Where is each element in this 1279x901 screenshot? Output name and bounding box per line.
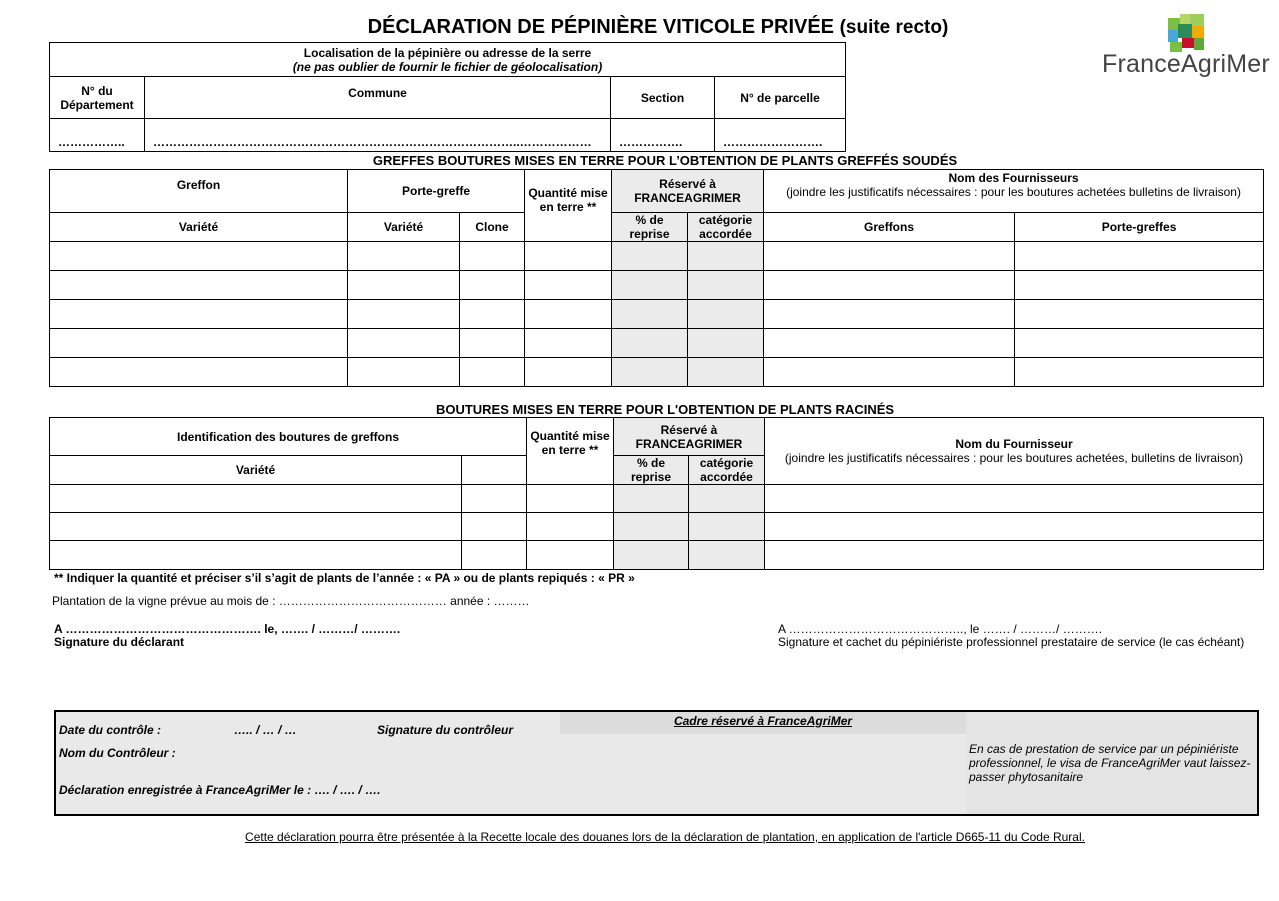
table-cell[interactable] bbox=[50, 300, 348, 329]
table-cell[interactable] bbox=[525, 242, 612, 271]
table-cell[interactable] bbox=[348, 300, 460, 329]
table-cell[interactable] bbox=[525, 358, 612, 387]
reserve-line1-boutures: Réservé à bbox=[660, 422, 718, 437]
control-box bbox=[54, 710, 1259, 816]
table-cell[interactable] bbox=[50, 242, 348, 271]
table-row bbox=[50, 329, 1264, 358]
greffes-table bbox=[49, 169, 1264, 387]
plantation-line[interactable]: Plantation de la vigne prévue au mois de : …………………………………… année : ……… bbox=[52, 594, 530, 608]
table-cell[interactable] bbox=[50, 358, 348, 387]
fournisseur-line1: Nom du Fournisseur bbox=[955, 437, 1073, 451]
table-cell[interactable] bbox=[1015, 242, 1264, 271]
table-cell[interactable] bbox=[348, 358, 460, 387]
greffes-section-title: GREFFES BOUTURES MISES EN TERRE POUR L’OBTENTION DE PLANTS GREFFÉS SOUDÉS bbox=[372, 153, 958, 168]
sub-categorie-boutures: catégorie accordée bbox=[689, 456, 765, 485]
table-cell bbox=[689, 513, 765, 541]
table-cell[interactable] bbox=[460, 271, 525, 300]
table-cell[interactable] bbox=[460, 242, 525, 271]
table-row bbox=[50, 358, 1264, 387]
col-reserve-boutures bbox=[614, 418, 765, 456]
table-cell[interactable] bbox=[525, 300, 612, 329]
title-suffix: (suite recto) bbox=[839, 17, 949, 38]
col-quantite-boutures: Quantité mise en terre ** bbox=[527, 418, 614, 485]
table-cell bbox=[612, 358, 688, 387]
table-cell[interactable] bbox=[348, 242, 460, 271]
sub-greffons: Greffons bbox=[764, 213, 1015, 242]
table-cell[interactable] bbox=[1015, 329, 1264, 358]
departement-field[interactable]: …………….. bbox=[50, 119, 145, 152]
signature-controleur-label: Signature du contrôleur bbox=[377, 723, 514, 737]
left-place-date[interactable]: A …………………………………………. le, ……. / ………/ ………. bbox=[54, 622, 401, 636]
table-cell[interactable] bbox=[1015, 358, 1264, 387]
footer-note: Cette déclaration pourra être présentée à la Recette locale des douanes lors de la déclaration de plantation, en application de l'article D665-11 du Code Rural. bbox=[245, 830, 1085, 844]
table-cell[interactable] bbox=[764, 271, 1015, 300]
fournisseurs-line1: Nom des Fournisseurs bbox=[948, 171, 1079, 185]
table-cell[interactable] bbox=[50, 329, 348, 358]
table-cell bbox=[614, 513, 689, 541]
table-row bbox=[50, 485, 1264, 513]
table-cell bbox=[689, 541, 765, 570]
table-cell[interactable] bbox=[462, 513, 527, 541]
col-fournisseur bbox=[765, 418, 1264, 485]
location-header-line1: Localisation de la pépinière ou adresse de la serre bbox=[303, 45, 592, 60]
table-cell bbox=[688, 300, 764, 329]
col-identification: Identification des boutures de greffons bbox=[50, 418, 527, 456]
table-cell[interactable] bbox=[525, 329, 612, 358]
right-place-date[interactable]: A …………………………………….., le ……. / ………/ ………. bbox=[778, 622, 1103, 636]
table-cell[interactable] bbox=[525, 271, 612, 300]
sub-empty bbox=[462, 456, 527, 485]
table-row bbox=[50, 271, 1264, 300]
table-cell[interactable] bbox=[764, 300, 1015, 329]
col-reserve bbox=[612, 170, 764, 213]
sub-clone: Clone bbox=[460, 213, 525, 242]
table-cell[interactable] bbox=[50, 541, 462, 570]
col-commune: Commune bbox=[145, 77, 611, 119]
fournisseur-line2: (joindre les justificatifs nécessaires : pour les boutures achetées, bulletins de livraison) bbox=[784, 451, 1244, 465]
col-departement: N° du Département bbox=[50, 77, 145, 119]
table-cell bbox=[688, 358, 764, 387]
table-cell bbox=[612, 300, 688, 329]
col-fournisseurs bbox=[764, 170, 1264, 213]
sub-reprise: % de reprise bbox=[612, 213, 688, 242]
table-cell[interactable] bbox=[527, 541, 614, 570]
table-cell bbox=[689, 485, 765, 513]
table-cell bbox=[614, 541, 689, 570]
table-cell[interactable] bbox=[348, 329, 460, 358]
nom-controleur-label[interactable]: Nom du Contrôleur : bbox=[59, 746, 176, 760]
table-cell bbox=[614, 485, 689, 513]
table-cell bbox=[688, 242, 764, 271]
table-row bbox=[50, 300, 1264, 329]
logo-text: FranceAgriMer bbox=[1102, 50, 1270, 78]
col-section: Section bbox=[611, 77, 715, 119]
franceagrimer-logo-icon bbox=[1168, 14, 1210, 54]
table-cell[interactable] bbox=[764, 242, 1015, 271]
table-row bbox=[50, 541, 1264, 570]
col-porte-greffe: Porte-greffe bbox=[348, 170, 525, 213]
table-cell[interactable] bbox=[527, 513, 614, 541]
sub-pg-variete: Variété bbox=[348, 213, 460, 242]
table-cell[interactable] bbox=[460, 300, 525, 329]
reserve-line1: Réservé à bbox=[659, 177, 716, 191]
boutures-table bbox=[49, 417, 1264, 570]
footnote: ** Indiquer la quantité et préciser s’il s’agit de plants de l’année : « PA » ou de plants repiqués : « PR » bbox=[54, 571, 635, 585]
table-cell[interactable] bbox=[765, 513, 1264, 541]
table-cell[interactable] bbox=[1015, 271, 1264, 300]
col-quantite: Quantité mise en terre ** bbox=[525, 170, 612, 242]
title-main: DÉCLARATION DE PÉPINIÈRE VITICOLE PRIVÉE bbox=[367, 16, 835, 38]
location-header-line2: (ne pas oublier de fournir le fichier de géolocalisation) bbox=[292, 59, 603, 74]
table-cell bbox=[688, 329, 764, 358]
table-cell bbox=[612, 271, 688, 300]
table-cell[interactable] bbox=[764, 329, 1015, 358]
table-cell[interactable] bbox=[462, 541, 527, 570]
boutures-section-title: BOUTURES MISES EN TERRE POUR L'OBTENTION DE PLANTS RACINÉS bbox=[435, 402, 895, 417]
declaration-enregistree-label[interactable]: Déclaration enregistrée à FranceAgriMer le : …. / …. / …. bbox=[59, 783, 381, 797]
table-cell[interactable] bbox=[348, 271, 460, 300]
control-right-panel bbox=[966, 712, 1257, 814]
table-cell bbox=[612, 329, 688, 358]
sub-variete: Variété bbox=[50, 213, 348, 242]
fournisseurs-line2: (joindre les justificatifs nécessaires : pour les boutures achetées bulletins de livraison) bbox=[786, 185, 1241, 199]
table-cell[interactable] bbox=[50, 485, 462, 513]
col-greffon: Greffon bbox=[50, 170, 348, 213]
page-title bbox=[0, 16, 1279, 39]
table-row bbox=[50, 242, 1264, 271]
sub-variete-boutures: Variété bbox=[50, 456, 462, 485]
date-controle-value[interactable]: ….. / … / … bbox=[234, 723, 297, 737]
left-signature-label: Signature du déclarant bbox=[54, 635, 185, 649]
cadre-label: Cadre réservé à FranceAgriMer bbox=[560, 712, 966, 734]
section-field[interactable]: ……………. bbox=[611, 119, 715, 152]
table-cell[interactable] bbox=[765, 485, 1264, 513]
control-note: En cas de prestation de service par un pépiniériste professionnel, le visa de FranceAgriMer vaut laissez-passer phytosanitaire bbox=[969, 742, 1251, 784]
table-cell bbox=[612, 242, 688, 271]
location-table bbox=[49, 42, 846, 152]
parcelle-field[interactable]: ……………………. bbox=[715, 119, 846, 152]
sub-categorie: catégorie accordée bbox=[688, 213, 764, 242]
table-cell[interactable] bbox=[460, 329, 525, 358]
table-row bbox=[50, 513, 1264, 541]
location-header bbox=[50, 43, 846, 77]
table-cell[interactable] bbox=[527, 485, 614, 513]
reserve-line2: FRANCEAGRIMER bbox=[634, 191, 741, 205]
reserve-line2-boutures: FRANCEAGRIMER bbox=[635, 436, 743, 451]
table-cell[interactable] bbox=[50, 513, 462, 541]
table-cell[interactable] bbox=[1015, 300, 1264, 329]
table-cell bbox=[688, 271, 764, 300]
table-cell[interactable] bbox=[460, 358, 525, 387]
date-controle-label: Date du contrôle : bbox=[59, 723, 162, 737]
sub-porte-greffes: Porte-greffes bbox=[1015, 213, 1264, 242]
col-parcelle: N° de parcelle bbox=[715, 77, 846, 119]
commune-field[interactable]: ………………………………………………………………………………..……………… bbox=[145, 119, 611, 152]
table-cell[interactable] bbox=[764, 358, 1015, 387]
table-cell[interactable] bbox=[462, 485, 527, 513]
table-cell[interactable] bbox=[765, 541, 1264, 570]
sub-reprise-boutures: % de reprise bbox=[614, 456, 689, 485]
table-cell[interactable] bbox=[50, 271, 348, 300]
logo bbox=[1100, 12, 1270, 82]
right-signature-label: Signature et cachet du pépiniériste professionnel prestataire de service (le cas échéant) bbox=[778, 635, 1245, 649]
